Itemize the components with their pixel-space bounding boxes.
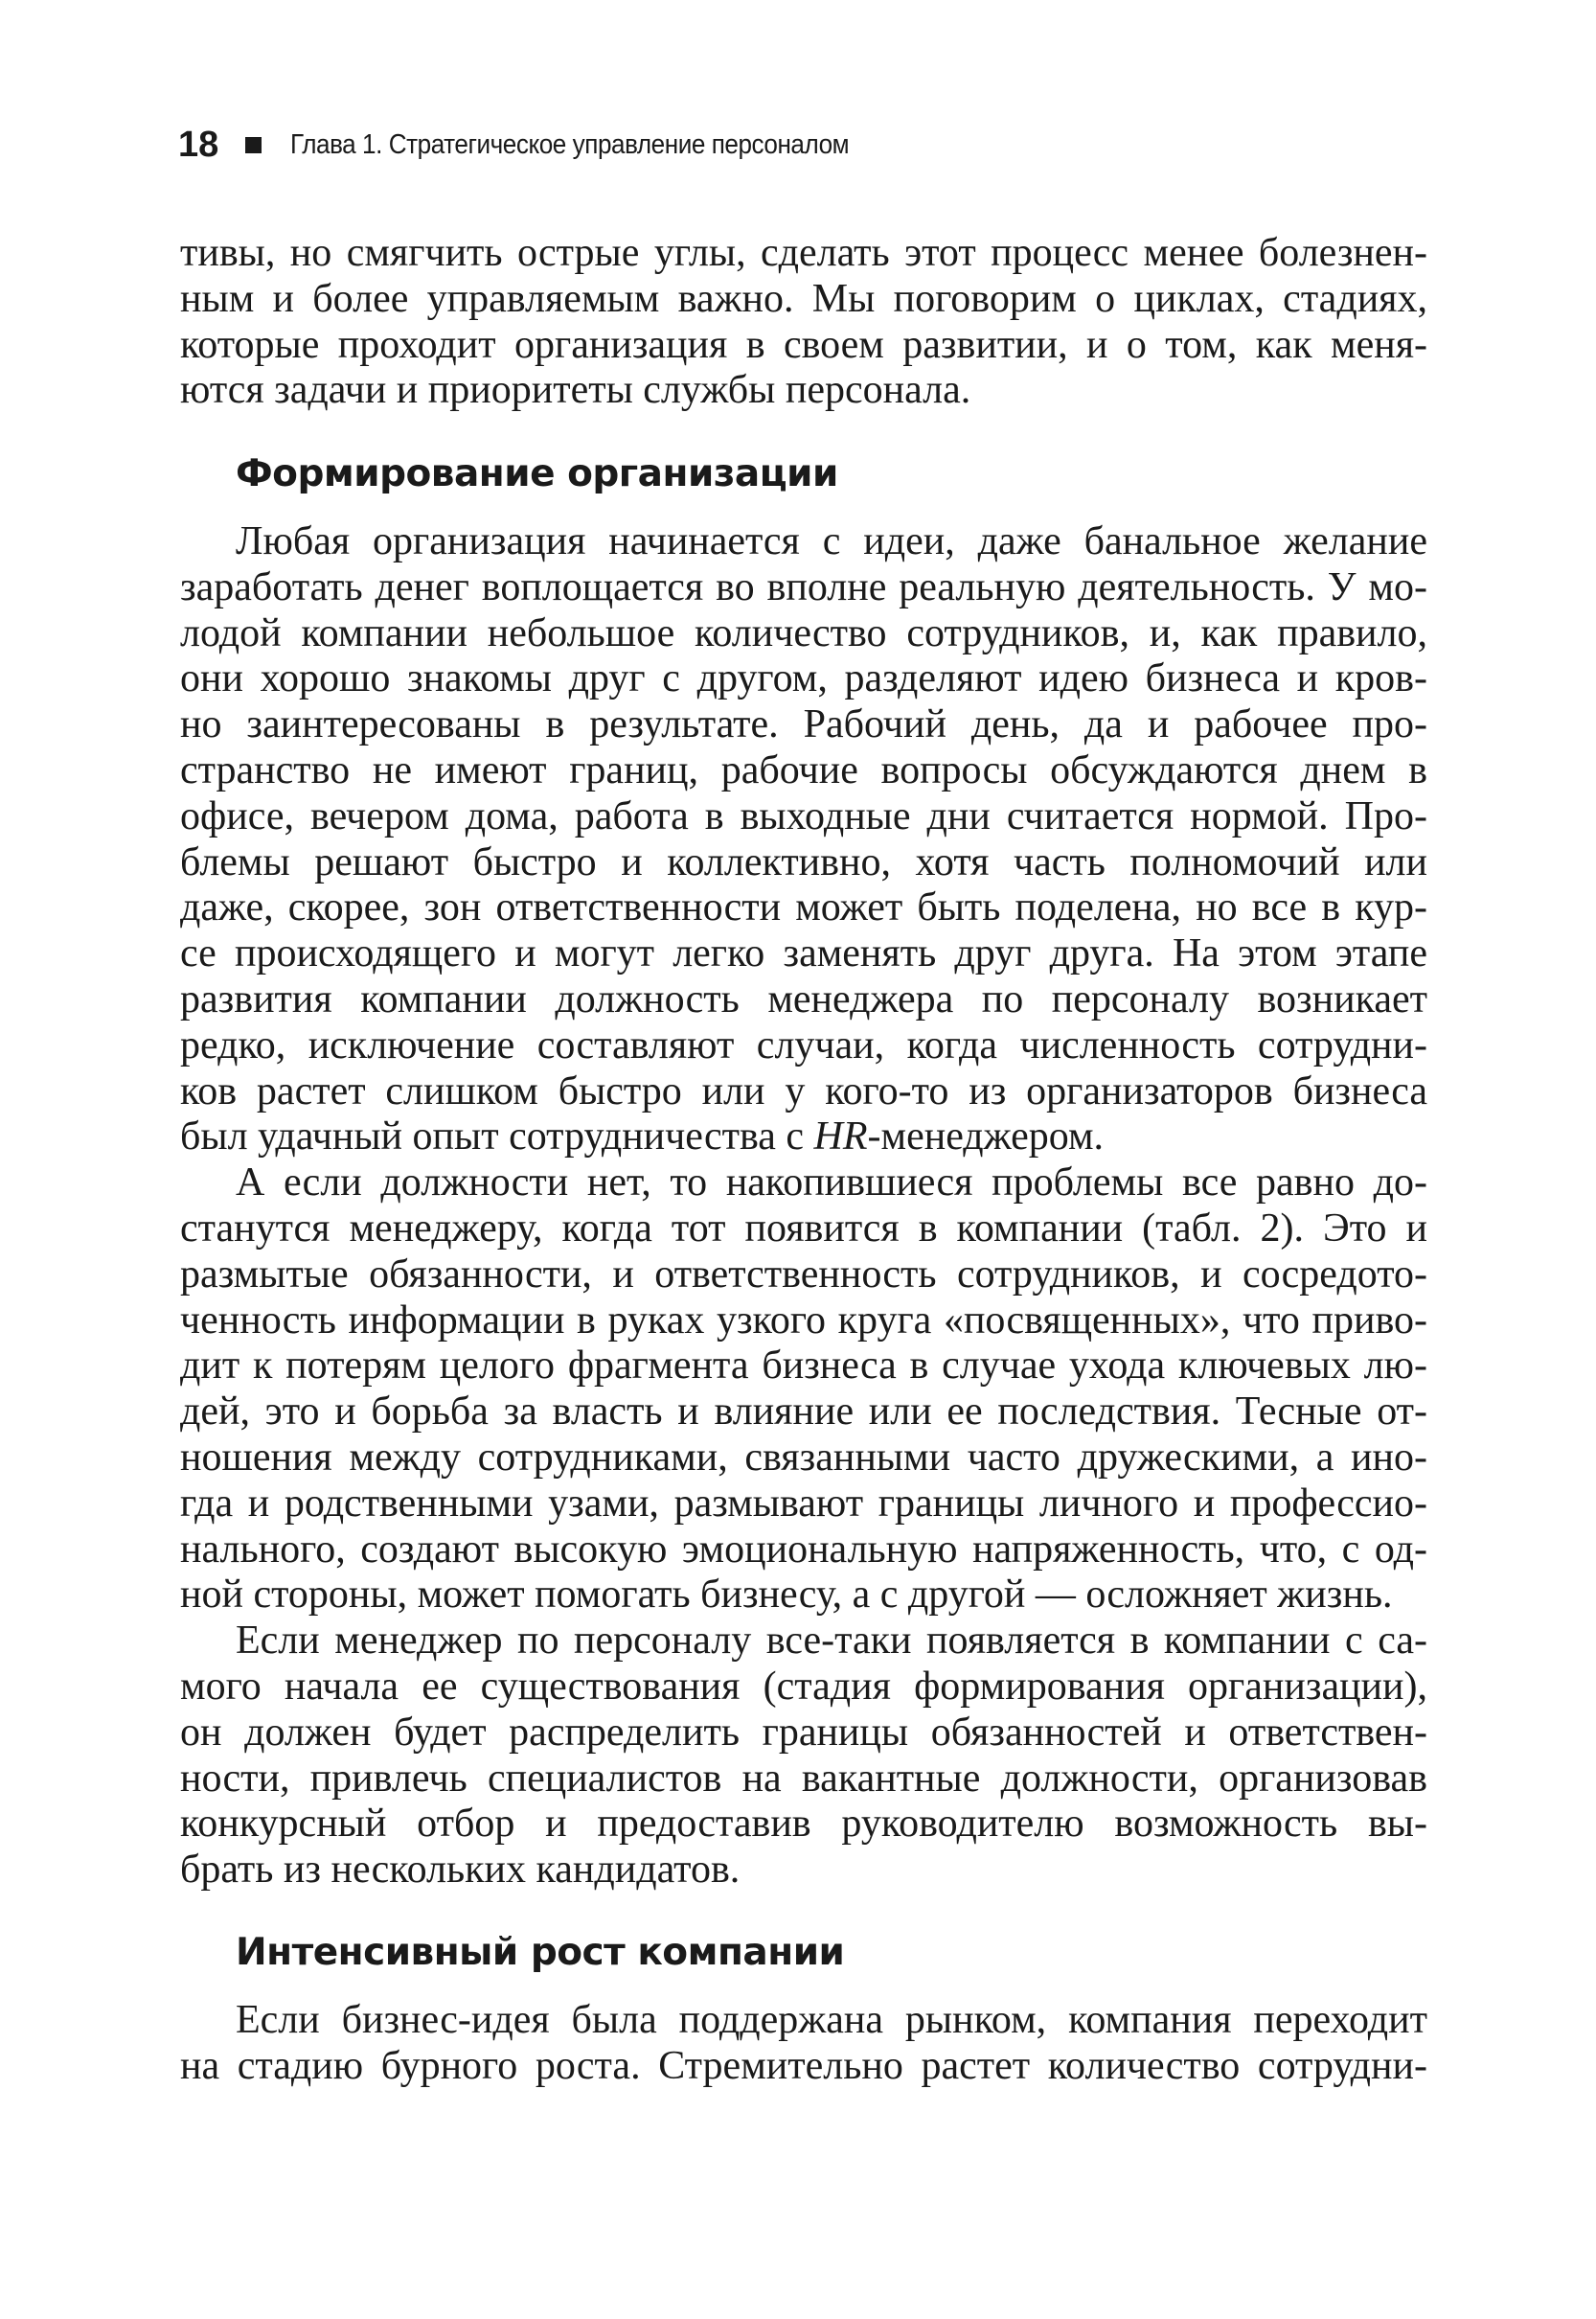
text-line: они хорошо знакомы друг с другом, разделяют идею бизнеса и кров- xyxy=(180,656,1427,701)
text-line: тивы, но смягчить острые углы, сделать этот процесс менее болезнен- xyxy=(180,231,1427,275)
text-line: странство не имеют границ, рабочие вопросы обсуждаются днем в xyxy=(180,747,1427,792)
text-line: нального, создают высокую эмоциональную напряженность, что, с од- xyxy=(180,1527,1427,1572)
text-line xyxy=(180,1114,1427,1160)
text-line: ков растет слишком быстро или у кого-то из организаторов бизнеса xyxy=(180,1068,1427,1114)
text-line: заработать денег воплощается во вполне реальную деятельность. У мо- xyxy=(180,564,1427,609)
text-line: офисе, вечером дома, работа в выходные дни считается нормой. Про- xyxy=(180,793,1427,838)
text-line: Если менеджер по персоналу все-таки появляется в компании с са- xyxy=(236,1619,1427,1664)
text-line: станутся менеджеру, когда тот появится в компании (табл. 2). Это и xyxy=(180,1205,1427,1251)
text-line: Если бизнес-идея была поддержана рынком, компания переходит xyxy=(236,1998,1427,2042)
text-line: ности, привлечь специалистов на вакантные должности, организовав xyxy=(180,1756,1427,1801)
text-line: дит к потерям целого фрагмента бизнеса в случае ухода ключевых лю- xyxy=(180,1343,1427,1389)
text-line: лодой компании небольшое количество сотрудников, и, как правило, xyxy=(180,610,1427,655)
intro-paragraph xyxy=(180,231,1427,414)
text-line: на стадию бурного роста. Стремительно растет количество сотрудни- xyxy=(180,2043,1427,2088)
text-line: которые проходит организация в своем развитии, и о том, как меня- xyxy=(180,322,1427,367)
text-line: А если должности нет, то накопившиеся проблемы все равно до- xyxy=(236,1160,1427,1205)
text-line: но заинтересованы в результате. Рабочий день, да и рабочее про- xyxy=(180,702,1427,747)
text-line: размытые обязанности, и ответственность сотрудников, и сосредото- xyxy=(180,1251,1427,1297)
text-line: ным и более управляемым важно. Мы поговорим о циклах, стадиях, xyxy=(180,276,1427,321)
section-formation-body xyxy=(180,519,1427,1894)
square-bullet-icon xyxy=(245,137,262,153)
text-segment: -менеджером. xyxy=(867,1114,1105,1160)
text-line: ной стороны, может помогать бизнесу, а с другой — осложняет жизнь. xyxy=(180,1573,1393,1618)
page-number: 18 xyxy=(178,124,219,165)
text-line: развития компании должность менеджера по персоналу возникает xyxy=(180,976,1427,1022)
section-growth-body xyxy=(180,1998,1427,2090)
text-line: брать из нескольких кандидатов. xyxy=(180,1848,741,1893)
section-heading-formation: Формирование организации xyxy=(236,452,838,495)
text-line: даже, скорее, зон ответственности может быть поделена, но все в кур- xyxy=(180,885,1427,930)
italic-term: HR xyxy=(813,1114,868,1160)
text-segment: был удачный опыт сотрудничества с xyxy=(180,1114,814,1160)
chapter-title: Глава 1. Стратегическое управление персоналом xyxy=(290,128,850,160)
running-header xyxy=(178,123,911,167)
text-line: гда и родственными узами, размывают границы личного и профессио- xyxy=(180,1481,1427,1526)
text-line: он должен будет распределить границы обязанностей и ответствен- xyxy=(180,1710,1427,1755)
text-line: блемы решают быстро и коллективно, хотя часть полномочий или xyxy=(180,839,1427,884)
text-line: редко, исключение составляют случаи, когда численность сотрудни- xyxy=(180,1022,1427,1068)
text-line: ношения между сотрудниками, связанными часто дружескими, а ино- xyxy=(180,1435,1427,1480)
text-line: конкурсный отбор и предоставив руководителю возможность вы- xyxy=(180,1802,1427,1847)
text-line: ченность информации в руках узкого круга «посвященных», что приво- xyxy=(180,1297,1427,1343)
text-line: Любая организация начинается с идеи, даже банальное желание xyxy=(236,519,1427,563)
text-line: мого начала ее существования (стадия формирования организации), xyxy=(180,1664,1427,1709)
section-heading-growth: Интенсивный рост компании xyxy=(236,1931,845,1974)
text-line: дей, это и борьба за власть и влияние или ее последствия. Тесные от- xyxy=(180,1389,1427,1435)
text-line: се происходящего и могут легко заменять друг друга. На этом этапе xyxy=(180,931,1427,976)
text-line: ются задачи и приоритеты службы персонала. xyxy=(180,368,971,413)
